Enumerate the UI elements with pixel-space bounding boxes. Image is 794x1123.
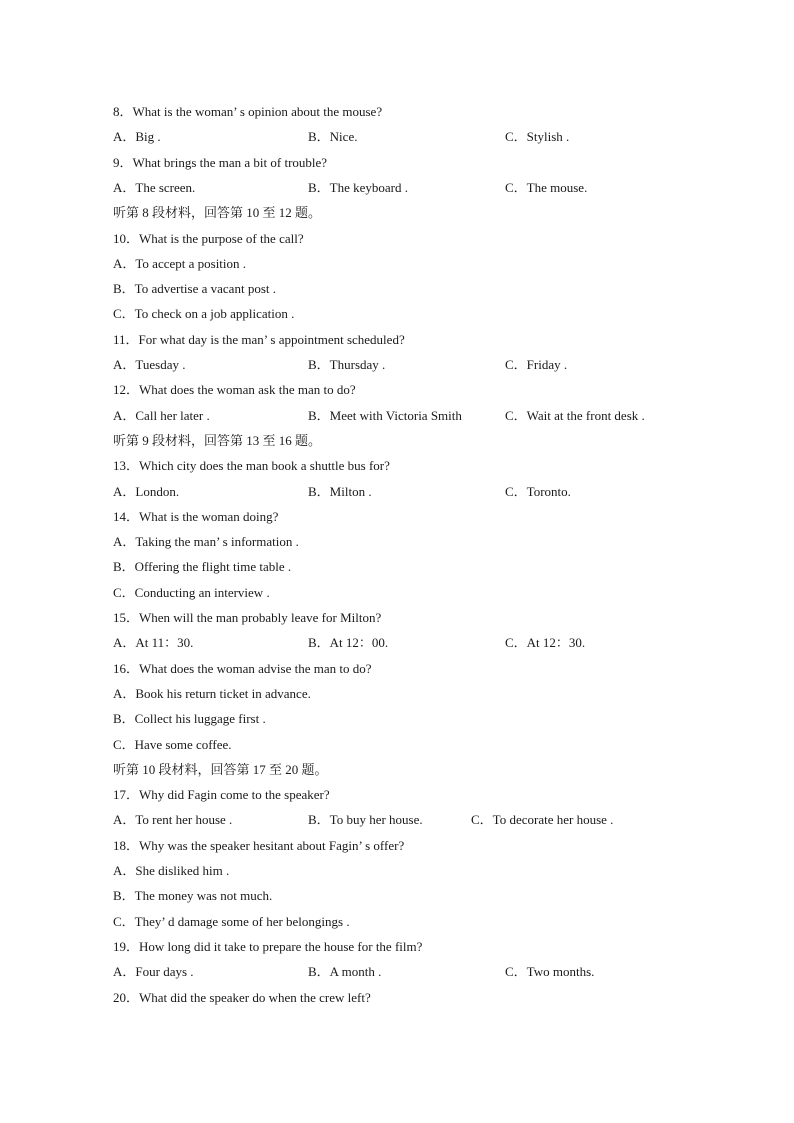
section-heading: 听第 8 段材料，回答第 10 至 12 题。 — [113, 205, 322, 221]
answer-option: A．To rent her house . — [113, 812, 233, 828]
answer-option: B．A month . — [308, 964, 382, 980]
question-text: 14．What is the woman doing? — [113, 508, 279, 524]
answer-option: C．Have some coffee. — [113, 736, 232, 752]
answer-option: A．She disliked him . — [113, 863, 230, 878]
answer-option: B．The money was not much. — [113, 888, 273, 904]
answer-option: A．Call her later . — [113, 407, 210, 423]
question-text: 20．What did the speaker do when the crew left? — [113, 989, 371, 1005]
section-heading: 听第 9 段材料，回答第 13 至 16 题。 — [113, 432, 322, 448]
answer-option: C．Stylish . — [505, 129, 570, 145]
answer-option: A．Tuesday . — [113, 357, 186, 372]
answer-option: B．The keyboard . — [308, 179, 409, 195]
answer-option: A．Book his return ticket in advance. — [113, 685, 311, 701]
answer-option: A．Four days . — [113, 964, 194, 980]
answer-option: C．The mouse. — [505, 179, 588, 195]
question-text: 18．Why was the speaker hesitant about Fagin’ s offer? — [113, 837, 405, 853]
answer-option: B．Nice. — [308, 129, 358, 145]
answer-option: C．To check on a job application . — [113, 306, 295, 322]
answer-option: A．The screen. — [113, 179, 196, 195]
answer-option: C．Toronto. — [505, 483, 571, 499]
question-text: 11．For what day is the man’ s appointment scheduled? — [113, 331, 405, 347]
question-text: 10．What is the purpose of the call? — [113, 230, 304, 246]
answer-option: B．Thursday . — [308, 357, 386, 372]
answer-option: B．At 12：00. — [308, 635, 389, 651]
question-text: 15．When will the man probably leave for Milton? — [113, 610, 382, 625]
answer-option: C．Conducting an interview . — [113, 584, 270, 600]
answer-option: C．At 12：30. — [505, 635, 586, 651]
section-heading: 听第 10 段材料，回答第 17 至 20 题。 — [113, 761, 328, 777]
answer-option: A．Big . — [113, 129, 161, 145]
answer-option: B．Offering the flight time table . — [113, 559, 292, 575]
question-text: 19．How long did it take to prepare the house for the film? — [113, 938, 423, 954]
answer-option: A．To accept a position . — [113, 255, 247, 271]
answer-option: C．They’ d damage some of her belongings . — [113, 913, 350, 929]
answer-option: B．Milton . — [308, 483, 372, 499]
question-text: 9．What brings the man a bit of trouble? — [113, 154, 328, 170]
answer-option: C．Two months. — [505, 964, 595, 980]
answer-option: B．To buy her house. — [308, 812, 423, 828]
answer-option: A．At 11：30. — [113, 635, 194, 651]
answer-option: A．London. — [113, 483, 180, 499]
answer-option: C．To decorate her house . — [471, 812, 614, 828]
question-text: 12．What does the woman ask the man to do? — [113, 382, 356, 398]
question-text: 13．Which city does the man book a shuttle bus for? — [113, 458, 390, 474]
answer-option: B．Collect his luggage first . — [113, 711, 266, 727]
answer-option: A．Taking the man’ s information . — [113, 534, 299, 550]
question-text: 16．What does the woman advise the man to do? — [113, 660, 372, 676]
question-text: 8．What is the woman’ s opinion about the mouse? — [113, 104, 383, 119]
answer-option: B．To advertise a vacant post . — [113, 281, 276, 297]
question-text: 17．Why did Fagin come to the speaker? — [113, 787, 330, 803]
answer-option: C．Wait at the front desk . — [505, 407, 645, 423]
answer-option: B．Meet with Victoria Smith — [308, 407, 462, 423]
answer-option: C．Friday . — [505, 357, 568, 372]
